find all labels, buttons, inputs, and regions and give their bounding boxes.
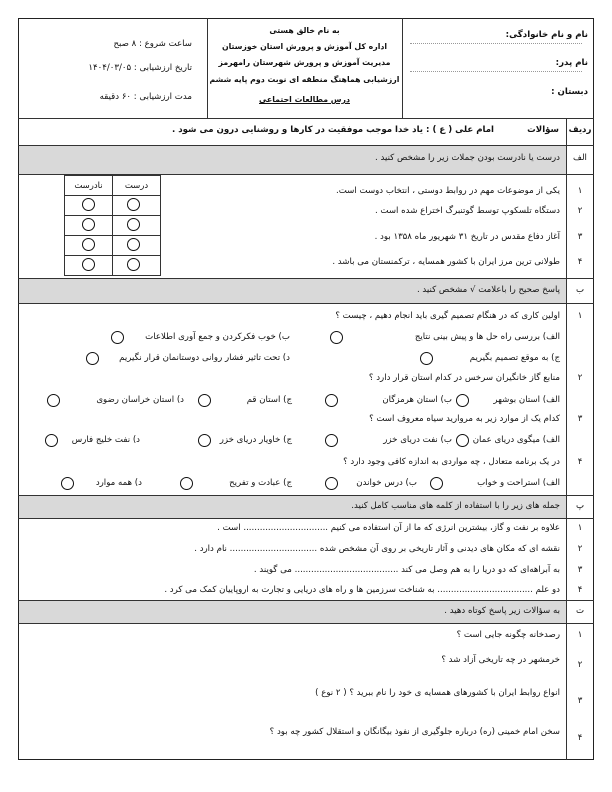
fill-in-sentence: دو علم ................................... به شناخت سرزمین ها و راه های دریایی و تجارت به اروپاییان کمک می کرد . — [164, 585, 560, 595]
true-false-answer-grid — [64, 175, 161, 276]
item-number: ۳ — [577, 414, 583, 424]
q1-false-option[interactable] — [82, 198, 95, 211]
section-t-letter: ت — [575, 606, 585, 616]
option-label: د) استان خراسان رضوی — [96, 395, 184, 405]
item-number: ۲ — [577, 660, 583, 670]
start-time: ساعت شروع : ۸ صبح — [113, 39, 192, 49]
option-label: الف) میگوی دریای عمان — [472, 435, 560, 445]
true-column-header: درست — [113, 176, 161, 196]
true-false-statement: یکی از موضوعات مهم در روابط دوستی ، انتخاب دوست است. — [336, 186, 560, 196]
true-false-statement: دستگاه تلسکوپ توسط گوتنبرگ اختراع شده است . — [374, 206, 560, 216]
option-label: ب) خوب فکرکردن و جمع آوری اطلاعات — [145, 332, 290, 342]
q3-option-c-radio[interactable] — [198, 434, 211, 447]
q3-option-b-radio[interactable] — [325, 434, 338, 447]
header-subject: درس مطالعات اجتماعی — [259, 95, 350, 104]
school-label: دبستان : — [551, 87, 588, 97]
fill-in-sentence: نقشه ای که مکان های دیدنی و آثار تاریخی بر روی آن مشخص شده ................................ نام دارد . — [194, 544, 560, 554]
option-label: د) نفت خلیج فارس — [71, 435, 140, 445]
questions-column-header: سؤالات — [527, 125, 559, 135]
section-p-letter: پ — [575, 501, 585, 511]
header-divider — [18, 118, 594, 119]
section-t-title: به سؤالات زیر پاسخ کوتاه دهید . — [444, 606, 560, 616]
question-text: در یک برنامه متعادل ، چه مواردی به اندازه کافی وجود دارد ؟ — [343, 457, 560, 467]
header-right-divider — [402, 18, 403, 118]
section-b-title: پاسخ صحیح را باعلامت √ مشخص کنید . — [416, 285, 560, 295]
question-text: اولین کاری که در هنگام تصمیم گیری باید انجام دهیم ، چیست ؟ — [335, 311, 560, 321]
header-exam-type: ارزشیابی هماهنگ منطقه ای نوبت دوم پایه ششم — [209, 75, 400, 84]
q1-option-d-radio[interactable] — [86, 352, 99, 365]
short-answer-question: انواع روابط ایران با کشورهای همسایه ی خود را نام ببرید ؟ ( ۲ نوع ) — [315, 688, 560, 698]
exam-date: تاریخ ارزشیابی : ۱۴۰۴/۰۳/۰۵ — [88, 63, 192, 73]
item-number: ۱ — [577, 311, 583, 321]
q1-option-b-radio[interactable] — [111, 331, 124, 344]
option-label: الف) استراحت و خواب — [477, 478, 560, 488]
item-number: ۳ — [577, 696, 583, 706]
section-t-divider — [18, 623, 594, 624]
q4-option-a-radio[interactable] — [430, 477, 443, 490]
q3-option-d-radio[interactable] — [45, 434, 58, 447]
item-number: ۳ — [577, 232, 583, 242]
imam-ali-quote: امام علی ( ع ) : یاد خدا موجب موفقیت در کارها و روشنایی درون می شود . — [172, 125, 494, 135]
exam-duration: مدت ارزشیابی : ۶۰ دقیقه — [99, 92, 192, 102]
q4-true-option[interactable] — [127, 258, 140, 271]
q4-false-option[interactable] — [82, 258, 95, 271]
false-column-header: نادرست — [65, 176, 113, 196]
q2-true-option[interactable] — [127, 218, 140, 231]
q1-true-option[interactable] — [127, 198, 140, 211]
option-label: ب) درس خواندن — [356, 478, 417, 488]
q1-option-c-radio[interactable] — [420, 352, 433, 365]
q3-false-option[interactable] — [82, 238, 95, 251]
option-label: ج) عبادت و تفریح — [229, 478, 292, 488]
item-number: ۱ — [577, 523, 583, 533]
q2-false-option[interactable] — [82, 218, 95, 231]
item-number: ۴ — [577, 257, 583, 267]
question-text: کدام یک از موارد زیر به مروارید سیاه معروف است ؟ — [369, 414, 560, 424]
q4-option-b-radio[interactable] — [325, 477, 338, 490]
item-number: ۴ — [577, 733, 583, 743]
item-number: ۲ — [577, 206, 583, 216]
option-label: د) همه موارد — [95, 478, 142, 488]
item-number: ۳ — [577, 565, 583, 575]
question-text: منابع گاز خانگیران سرخس در کدام استان قرار دارد ؟ — [368, 373, 560, 383]
fill-in-sentence: به آبراهه‌ای که دو دریا را به هم وصل می کند ...................................... می گویند . — [253, 565, 560, 575]
option-label: ب) نفت دریای خزر — [383, 435, 452, 445]
header-management: مدیریت آموزش و پرورش شهرستان رامهرمز — [218, 58, 391, 67]
option-label: ج) استان قم — [246, 395, 292, 405]
true-false-statement: طولانی ترین مرز ایران با کشور همسایه ، ترکمنستان می باشد . — [332, 257, 560, 267]
item-number: ۲ — [577, 373, 583, 383]
section-p-title: جمله های زیر را با استفاده از کلمه های مناسب کامل کنید. — [351, 501, 560, 511]
q4-option-d-radio[interactable] — [61, 477, 74, 490]
q4-option-c-radio[interactable] — [180, 477, 193, 490]
option-label: د) تحت تاثیر فشار روانی دوستانمان قرار نگیریم — [119, 353, 290, 363]
q2-option-d-radio[interactable] — [47, 394, 60, 407]
section-a-letter: الف — [573, 153, 587, 163]
fill-in-sentence: علاوه بر نفت و گاز، بیشترین انرژی که ما از آن استفاده می کنیم ............................... است . — [217, 523, 560, 533]
q2-option-b-radio[interactable] — [325, 394, 338, 407]
item-number: ۲ — [577, 544, 583, 554]
short-answer-question: سخن امام خمینی (ره) درباره جلوگیری از نفوذ بیگانگان و استقلال کشور چه بود ؟ — [269, 727, 560, 737]
q2-option-a-radio[interactable] — [456, 394, 469, 407]
q1-option-a-radio[interactable] — [330, 331, 343, 344]
section-a-title: درست یا نادرست بودن جملات زیر را مشخص کنید . — [375, 153, 560, 163]
father-name-label: نام پدر: — [555, 58, 588, 68]
q3-true-option[interactable] — [127, 238, 140, 251]
option-label: الف) استان بوشهر — [493, 395, 560, 405]
section-b-divider — [18, 303, 594, 304]
item-number: ۴ — [577, 585, 583, 595]
section-b-letter: ب — [575, 285, 585, 295]
q3-option-a-radio[interactable] — [456, 434, 469, 447]
item-number: ۱ — [577, 186, 583, 196]
header-directorate: اداره کل آموزش و پرورش استان خوزستان — [221, 42, 388, 51]
item-number: ۴ — [577, 457, 583, 467]
name-line — [410, 43, 582, 44]
item-number: ۱ — [577, 630, 583, 640]
row-column-header: ردیف — [568, 125, 592, 135]
true-false-statement: آغاز دفاع مقدس در تاریخ ۳۱ شهریور ماه ۱۳۵۸ بود . — [374, 232, 560, 242]
short-answer-question: خرمشهر در چه تاریخی آزاد شد ؟ — [441, 655, 560, 665]
header-bismillah: به نام خالق هستی — [269, 26, 340, 35]
short-answer-question: رصدخانه چگونه جایی است ؟ — [456, 630, 560, 640]
q2-option-c-radio[interactable] — [198, 394, 211, 407]
option-label: ب) استان هرمزگان — [382, 395, 452, 405]
student-name-label: نام و نام خانوادگی: — [505, 30, 588, 40]
option-label: ج) به موقع تصمیم بگیریم — [469, 353, 560, 363]
section-p-divider — [18, 518, 594, 519]
option-label: ج) خاویار دریای خزر — [219, 435, 292, 445]
father-line — [410, 71, 582, 72]
option-label: الف) بررسی راه حل ها و پیش بینی نتایج — [414, 332, 560, 342]
